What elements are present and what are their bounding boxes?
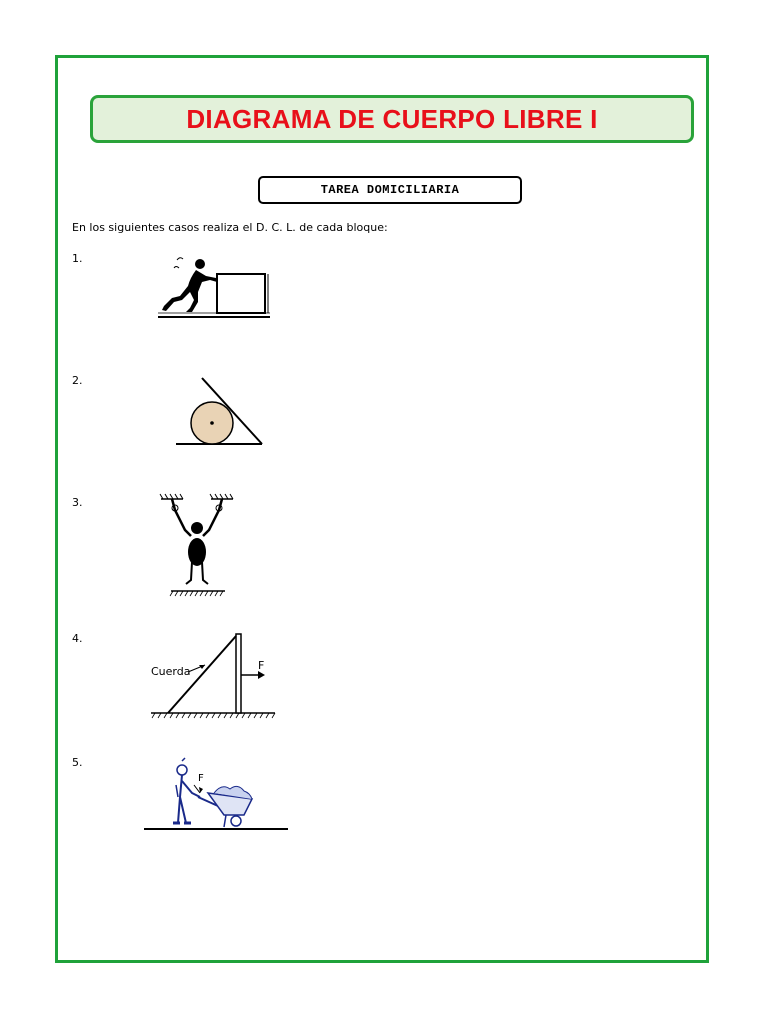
title-banner — [90, 95, 694, 143]
page-title: DIAGRAMA DE CUERPO LIBRE I — [186, 103, 598, 134]
figure-5-wheelbarrow — [140, 757, 290, 835]
item-number-4: 4. — [72, 632, 83, 645]
item-number-1: 1. — [72, 252, 83, 265]
figure-4-rope-and-wall — [145, 628, 285, 723]
item-number-5: 5. — [72, 756, 83, 769]
figure-3-person-hanging — [155, 490, 245, 600]
force-label: F — [258, 659, 265, 672]
figure-2-sphere-on-incline — [170, 372, 270, 452]
rope-label: Cuerda — [151, 665, 191, 678]
subtitle-banner — [258, 176, 522, 204]
page-subtitle: TAREA DOMICILIARIA — [320, 183, 460, 197]
instruction-text: En los siguientes casos realiza el D. C. L. de cada bloque: — [72, 221, 388, 234]
wheelbarrow-force-label: F — [198, 773, 204, 784]
figure-1-person-pushing-block — [150, 250, 280, 325]
item-number-3: 3. — [72, 496, 83, 509]
item-number-2: 2. — [72, 374, 83, 387]
